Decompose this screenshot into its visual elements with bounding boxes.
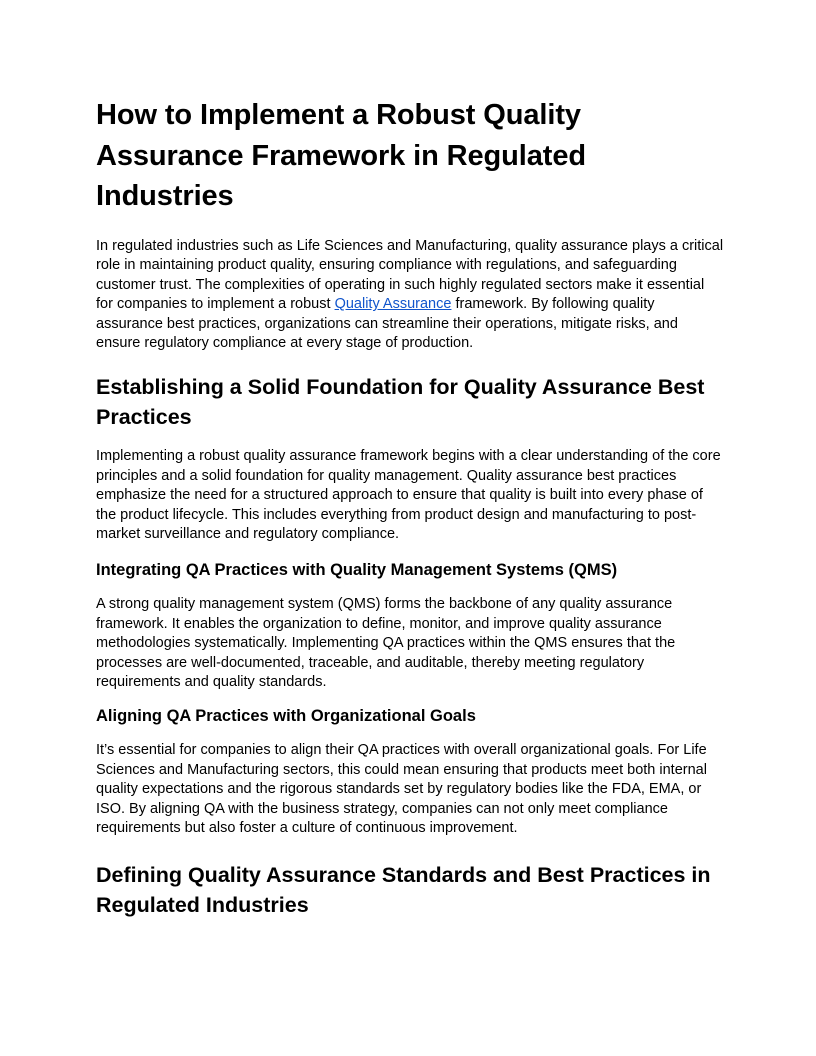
document-page [96,95,724,920]
paragraph-organizational-goals: It’s essential for companies to align their QA practices with overall organizational goals. For Life Sciences and Manufacturing sectors, this could mean ensuring that products meet both internal quality expectations and the rigorous standards set by regulatory bodies like the FDA, EMA, or ISO. By aligning QA with the business strategy, companies can not only meet compliance requirements but also foster a culture of continuous improvement. [96,742,707,837]
subheading-qms-integration: Integrating QA Practices with Quality Management Systems (QMS) [96,561,618,580]
intro-text-before-link: In regulated industries such as Life Sciences and Manufacturing, quality assurance plays a critical role in maintaining product quality, ensuring compliance with regulations, and safeguarding customer trust. The complexities of operating in such highly regulated sectors make it essential for companies to implement a robust [96,237,724,313]
quality-assurance-link[interactable]: Quality Assurance [334,296,452,313]
paragraph-qms-integration: A strong quality management system (QMS) forms the backbone of any quality assurance framework. It enables the organization to define, monitor, and improve quality assurance methodologies systematically. Implementing QA practices within the QMS ensures that the processes are well-documented, traceable, and auditable, thereby meeting regulatory requirements and quality standards. [96,596,676,691]
section-heading-standards: Defining Quality Assurance Standards and Best Practices in Regulated Industries [96,862,711,917]
subheading-organizational-goals: Aligning QA Practices with Organizational Goals [96,707,476,725]
section-paragraph-foundation: Implementing a robust quality assurance framework begins with a clear understanding of the core principles and a solid foundation for quality management. Quality assurance best practices emphasize the need for a structured approach to ensure that quality is built into every phase of the product lifecycle. This includes everything from product design and manufacturing to post-market surveillance and regulatory compliance. [96,448,721,543]
intro-text-after-link: framework. By following quality assurance best practices, organizations can streamline their operations, mitigate risks, and ensure regulatory compliance at every stage of production. [96,296,678,352]
page-title: How to Implement a Robust Quality Assurance Framework in Regulated Industries [96,99,586,212]
section-heading-foundation: Establishing a Solid Foundation for Quality Assurance Best Practices [96,375,705,430]
intro-paragraph [96,237,724,355]
